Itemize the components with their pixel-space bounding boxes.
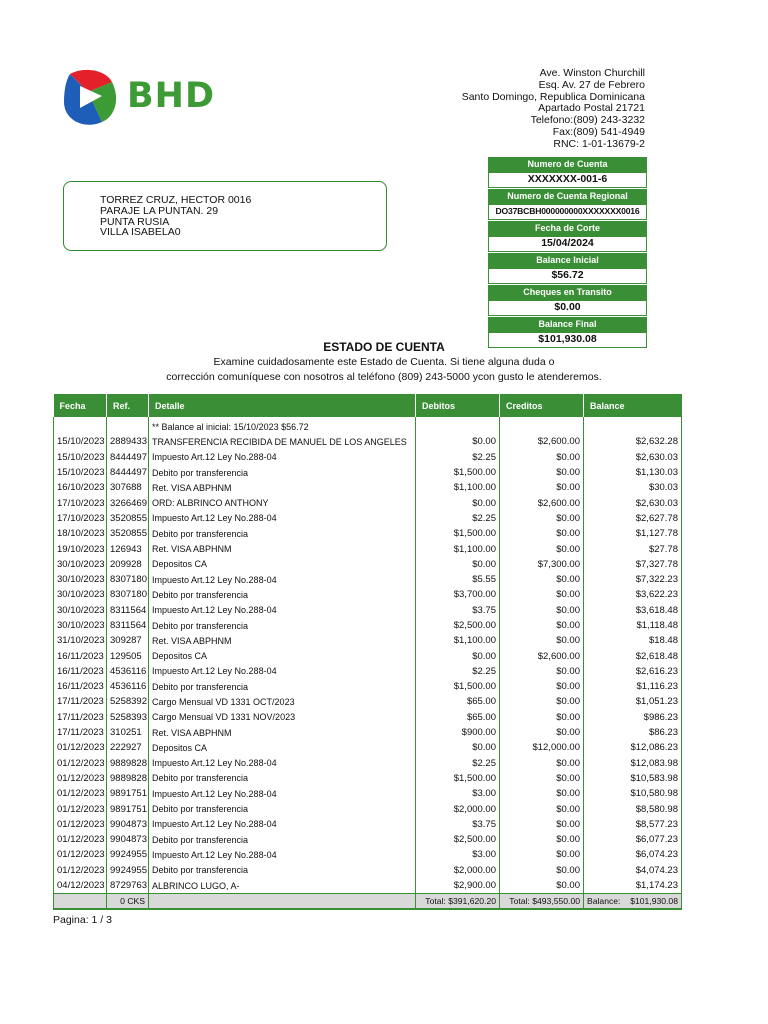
row-credit: $7,300.00: [500, 557, 584, 572]
row-balance: $12,083.98: [584, 756, 682, 771]
row-debit: $1,100.00: [416, 480, 500, 495]
row-date: 16/11/2023: [54, 664, 107, 679]
row-ref: 307688: [107, 480, 149, 495]
row-credit: $0.00: [500, 587, 584, 602]
row-credit: $0.00: [500, 756, 584, 771]
row-credit: $0.00: [500, 526, 584, 541]
row-ref: 3520855: [107, 526, 149, 541]
header-ref: Ref.: [107, 394, 149, 417]
header-fecha: Fecha: [54, 394, 107, 417]
row-detail: ORD: ALBRINCO ANTHONY: [149, 495, 416, 510]
row-date: 01/12/2023: [54, 740, 107, 755]
customer-line: VILLA ISABELA0: [100, 226, 181, 239]
statement-intro: [0, 355, 768, 384]
row-ref: 8729763: [107, 878, 149, 894]
row-detail: Impuesto Art.12 Ley No.288-04: [149, 817, 416, 832]
address-line: Fax:(809) 541-4949: [552, 125, 645, 138]
address-line: Telefono:(809) 243-3232: [530, 114, 645, 127]
table-row: [54, 603, 682, 618]
row-detail: Debito por transferencia: [149, 618, 416, 633]
row-debit: $0.00: [416, 434, 500, 449]
table-row: [54, 480, 682, 495]
row-debit: $1,500.00: [416, 679, 500, 694]
row-credit: $0.00: [500, 817, 584, 832]
row-balance: $7,327.78: [584, 557, 682, 572]
table-row: [54, 801, 682, 816]
table-row: [54, 526, 682, 541]
row-ref: 129505: [107, 648, 149, 663]
row-ref: 8444497: [107, 465, 149, 480]
regional-account-value: DO37BCBH000000000XXXXXXX0016: [488, 204, 647, 220]
header-detalle: Detalle: [149, 394, 416, 417]
row-date: 01/12/2023: [54, 847, 107, 862]
account-number-value: XXXXXXX-001-6: [488, 172, 647, 188]
row-credit: $12,000.00: [500, 740, 584, 755]
total-credits: Total: $493,550.00: [500, 894, 584, 910]
header-balance: Balance: [584, 394, 682, 417]
final-balance-label: Balance Final: [488, 317, 647, 332]
row-date: 17/11/2023: [54, 710, 107, 725]
row-detail: Debito por transferencia: [149, 587, 416, 602]
table-row: [54, 618, 682, 633]
row-ref: 5258392: [107, 694, 149, 709]
row-credit: $0.00: [500, 694, 584, 709]
brand-name: BHD: [127, 76, 216, 116]
table-row: [54, 495, 682, 510]
row-ref: 8444497: [107, 450, 149, 465]
table-row: [54, 756, 682, 771]
row-debit: $900.00: [416, 725, 500, 740]
row-date: 30/10/2023: [54, 587, 107, 602]
row-date: 01/12/2023: [54, 756, 107, 771]
header-debitos: Debitos: [416, 394, 500, 417]
customer-line: TORREZ CRUZ, HECTOR 0016: [100, 194, 252, 206]
row-debit: $2,000.00: [416, 863, 500, 878]
table-row: [54, 587, 682, 602]
table-row: [54, 434, 682, 449]
row-detail: Depositos CA: [149, 740, 416, 755]
row-debit: $0.00: [416, 648, 500, 663]
row-debit: $65.00: [416, 710, 500, 725]
row-detail: Impuesto Art.12 Ley No.288-04: [149, 572, 416, 587]
initial-balance-note: ** Balance al inicial: 15/10/2023 $56.72: [149, 417, 416, 434]
row-balance: $18.48: [584, 633, 682, 648]
total-balance-cell: [584, 894, 682, 910]
table-row: [54, 694, 682, 709]
account-number-label: Numero de Cuenta: [488, 157, 647, 172]
table-row: [54, 863, 682, 878]
initial-balance-row: [54, 417, 682, 434]
row-detail: Impuesto Art.12 Ley No.288-04: [149, 847, 416, 862]
row-detail: Debito por transferencia: [149, 465, 416, 480]
row-ref: 4536116: [107, 679, 149, 694]
row-debit: $1,500.00: [416, 465, 500, 480]
row-debit: $0.00: [416, 495, 500, 510]
row-date: 18/10/2023: [54, 526, 107, 541]
row-detail: Impuesto Art.12 Ley No.288-04: [149, 603, 416, 618]
row-date: 01/12/2023: [54, 817, 107, 832]
row-credit: $0.00: [500, 710, 584, 725]
row-date: 01/12/2023: [54, 771, 107, 786]
row-ref: 9891751: [107, 786, 149, 801]
row-balance: $2,627.78: [584, 511, 682, 526]
row-detail: Impuesto Art.12 Ley No.288-04: [149, 786, 416, 801]
row-debit: $65.00: [416, 694, 500, 709]
row-ref: 3266469: [107, 495, 149, 510]
row-credit: $2,600.00: [500, 495, 584, 510]
row-credit: $0.00: [500, 771, 584, 786]
row-date: 15/10/2023: [54, 465, 107, 480]
row-detail: ALBRINCO LUGO, A-: [149, 878, 416, 894]
row-debit: $2.25: [416, 756, 500, 771]
cutoff-date-value: 15/04/2024: [488, 236, 647, 252]
bhd-logo: [62, 68, 216, 126]
row-date: 30/10/2023: [54, 572, 107, 587]
initial-balance-value: $56.72: [488, 268, 647, 284]
row-credit: $0.00: [500, 480, 584, 495]
row-balance: $2,630.03: [584, 495, 682, 510]
row-ref: 9891751: [107, 801, 149, 816]
checks-in-transit-value: $0.00: [488, 300, 647, 316]
row-credit: $0.00: [500, 801, 584, 816]
row-balance: $6,077.23: [584, 832, 682, 847]
row-detail: Debito por transferencia: [149, 863, 416, 878]
row-debit: $1,500.00: [416, 771, 500, 786]
table-row: [54, 878, 682, 894]
row-date: 30/10/2023: [54, 557, 107, 572]
row-detail: Debito por transferencia: [149, 832, 416, 847]
row-balance: $7,322.23: [584, 572, 682, 587]
row-date: 17/10/2023: [54, 511, 107, 526]
row-detail: TRANSFERENCIA RECIBIDA DE MANUEL DE LOS ANGELES: [149, 434, 416, 449]
total-balance-label: Balance:: [587, 896, 621, 907]
row-detail: Ret. VISA ABPHNM: [149, 725, 416, 740]
row-balance: $86.23: [584, 725, 682, 740]
account-summary-panel: [488, 157, 647, 349]
statement-title: ESTADO DE CUENTA: [323, 340, 445, 354]
table-row: [54, 786, 682, 801]
address-line: Santo Domingo, Republica Dominicana: [461, 90, 645, 103]
row-ref: 4536116: [107, 664, 149, 679]
row-debit: $3.75: [416, 603, 500, 618]
row-ref: 8307180: [107, 572, 149, 587]
row-ref: 8307180: [107, 587, 149, 602]
row-detail: Ret. VISA ABPHNM: [149, 633, 416, 648]
table-row: [54, 633, 682, 648]
row-debit: $2.25: [416, 664, 500, 679]
row-balance: $3,622.23: [584, 587, 682, 602]
table-row: [54, 771, 682, 786]
row-detail: Impuesto Art.12 Ley No.288-04: [149, 664, 416, 679]
row-ref: 222927: [107, 740, 149, 755]
row-ref: 310251: [107, 725, 149, 740]
row-credit: $0.00: [500, 465, 584, 480]
table-row: [54, 664, 682, 679]
checks-count: 0 CKS: [107, 894, 149, 910]
address-line: Apartado Postal 21721: [538, 102, 645, 115]
row-credit: $0.00: [500, 679, 584, 694]
row-date: 16/11/2023: [54, 648, 107, 663]
row-balance: $8,577.23: [584, 817, 682, 832]
row-debit: $2.25: [416, 511, 500, 526]
row-credit: $0.00: [500, 541, 584, 556]
page-number: Pagina: 1 / 3: [53, 914, 112, 926]
bank-address: [462, 68, 645, 151]
row-debit: $2,900.00: [416, 878, 500, 894]
final-balance-value: $101,930.08: [488, 332, 647, 348]
row-balance: $12,086.23: [584, 740, 682, 755]
row-credit: $0.00: [500, 725, 584, 740]
row-detail: Impuesto Art.12 Ley No.288-04: [149, 511, 416, 526]
row-debit: $3.00: [416, 847, 500, 862]
row-debit: $1,500.00: [416, 526, 500, 541]
row-ref: 2889433: [107, 434, 149, 449]
address-line: RNC: 1-01-13679-2: [553, 137, 645, 150]
table-row: [54, 511, 682, 526]
row-ref: 9924955: [107, 847, 149, 862]
row-credit: $0.00: [500, 878, 584, 894]
row-detail: Depositos CA: [149, 648, 416, 663]
total-debits: Total: $391,620.20: [416, 894, 500, 910]
table-row: [54, 710, 682, 725]
row-balance: $2,630.03: [584, 450, 682, 465]
row-balance: $2,618.48: [584, 648, 682, 663]
customer-line: PARAJE LA PUNTAN. 29: [100, 204, 219, 217]
row-date: 17/10/2023: [54, 495, 107, 510]
row-debit: $1,100.00: [416, 633, 500, 648]
row-date: 01/12/2023: [54, 863, 107, 878]
table-row: [54, 648, 682, 663]
row-credit: $2,600.00: [500, 434, 584, 449]
row-balance: $1,051.23: [584, 694, 682, 709]
table-row: [54, 817, 682, 832]
row-balance: $30.03: [584, 480, 682, 495]
row-date: 31/10/2023: [54, 633, 107, 648]
transactions-table: [53, 394, 682, 910]
table-header-row: [54, 394, 682, 417]
row-date: 17/11/2023: [54, 694, 107, 709]
row-balance: $1,174.23: [584, 878, 682, 894]
row-debit: $2,000.00: [416, 801, 500, 816]
row-debit: $3,700.00: [416, 587, 500, 602]
row-ref: 8311564: [107, 603, 149, 618]
row-balance: $1,130.03: [584, 465, 682, 480]
table-row: [54, 725, 682, 740]
row-debit: $2.25: [416, 450, 500, 465]
row-debit: $2,500.00: [416, 832, 500, 847]
row-ref: 9889828: [107, 756, 149, 771]
row-detail: Debito por transferencia: [149, 801, 416, 816]
row-date: 01/12/2023: [54, 786, 107, 801]
row-credit: $0.00: [500, 450, 584, 465]
row-balance: $27.78: [584, 541, 682, 556]
row-credit: $0.00: [500, 863, 584, 878]
row-credit: $0.00: [500, 847, 584, 862]
total-balance-value: $101,930.08: [630, 896, 678, 907]
initial-balance-label: Balance Inicial: [488, 253, 647, 268]
row-ref: 209928: [107, 557, 149, 572]
intro-line: corrección comuníquese con nosotros al teléfono (809) 243-5000 ycon gusto le atenderemos.: [166, 370, 602, 383]
row-detail: Cargo Mensual VD 1331 OCT/2023: [149, 694, 416, 709]
row-detail: Cargo Mensual VD 1331 NOV/2023: [149, 710, 416, 725]
row-date: 15/10/2023: [54, 450, 107, 465]
row-ref: 126943: [107, 541, 149, 556]
row-date: 30/10/2023: [54, 618, 107, 633]
row-ref: 9904873: [107, 832, 149, 847]
row-debit: $3.75: [416, 817, 500, 832]
table-row: [54, 450, 682, 465]
row-detail: Depositos CA: [149, 557, 416, 572]
cutoff-date-label: Fecha de Corte: [488, 221, 647, 236]
row-debit: $5.55: [416, 572, 500, 587]
row-balance: $8,580.98: [584, 801, 682, 816]
row-ref: 3520855: [107, 511, 149, 526]
row-ref: 5258393: [107, 710, 149, 725]
row-credit: $0.00: [500, 603, 584, 618]
row-balance: $3,618.48: [584, 603, 682, 618]
row-ref: 9889828: [107, 771, 149, 786]
table-row: [54, 832, 682, 847]
table-row: [54, 847, 682, 862]
row-debit: $3.00: [416, 786, 500, 801]
row-debit: $0.00: [416, 740, 500, 755]
bhd-logo-mark-icon: [62, 68, 122, 126]
row-ref: 8311564: [107, 618, 149, 633]
address-line: Ave. Winston Churchill: [539, 67, 645, 79]
row-detail: Debito por transferencia: [149, 771, 416, 786]
row-balance: $10,583.98: [584, 771, 682, 786]
row-date: 30/10/2023: [54, 603, 107, 618]
row-date: 04/12/2023: [54, 878, 107, 894]
row-balance: $4,074.23: [584, 863, 682, 878]
row-credit: $0.00: [500, 786, 584, 801]
row-balance: $986.23: [584, 710, 682, 725]
row-credit: $0.00: [500, 832, 584, 847]
row-detail: Impuesto Art.12 Ley No.288-04: [149, 756, 416, 771]
row-credit: $0.00: [500, 633, 584, 648]
row-detail: Ret. VISA ABPHNM: [149, 480, 416, 495]
row-balance: $1,127.78: [584, 526, 682, 541]
totals-row: [54, 894, 682, 910]
row-credit: $0.00: [500, 572, 584, 587]
table-row: [54, 541, 682, 556]
customer-address-box: [63, 181, 387, 251]
checks-in-transit-label: Cheques en Transito: [488, 285, 647, 300]
row-detail: Debito por transferencia: [149, 526, 416, 541]
table-row: [54, 740, 682, 755]
row-credit: $0.00: [500, 664, 584, 679]
row-balance: $2,632.28: [584, 434, 682, 449]
regional-account-label: Numero de Cuenta Regional: [488, 189, 647, 204]
row-detail: Impuesto Art.12 Ley No.288-04: [149, 450, 416, 465]
row-date: 17/11/2023: [54, 725, 107, 740]
row-ref: 9924955: [107, 863, 149, 878]
row-ref: 9904873: [107, 817, 149, 832]
header-creditos: Creditos: [500, 394, 584, 417]
row-credit: $0.00: [500, 618, 584, 633]
row-balance: $1,116.23: [584, 679, 682, 694]
row-date: 16/10/2023: [54, 480, 107, 495]
table-row: [54, 465, 682, 480]
row-balance: $2,616.23: [584, 664, 682, 679]
row-date: 15/10/2023: [54, 434, 107, 449]
row-debit: $2,500.00: [416, 618, 500, 633]
row-ref: 309287: [107, 633, 149, 648]
table-body: [54, 417, 682, 894]
row-date: 01/12/2023: [54, 832, 107, 847]
customer-line: PUNTA RUSIA: [100, 215, 170, 228]
intro-line: Examine cuidadosamente este Estado de Cuenta. Si tiene alguna duda o: [213, 356, 555, 368]
row-balance: $1,118.48: [584, 618, 682, 633]
row-debit: $1,100.00: [416, 541, 500, 556]
row-credit: $2,600.00: [500, 648, 584, 663]
row-date: 16/11/2023: [54, 679, 107, 694]
row-balance: $10,580.98: [584, 786, 682, 801]
table-row: [54, 679, 682, 694]
row-credit: $0.00: [500, 511, 584, 526]
row-detail: Ret. VISA ABPHNM: [149, 541, 416, 556]
row-debit: $0.00: [416, 557, 500, 572]
row-balance: $6,074.23: [584, 847, 682, 862]
row-date: 19/10/2023: [54, 541, 107, 556]
row-date: 01/12/2023: [54, 801, 107, 816]
table-row: [54, 572, 682, 587]
table-row: [54, 557, 682, 572]
row-detail: Debito por transferencia: [149, 679, 416, 694]
address-line: Esq. Av. 27 de Febrero: [538, 78, 645, 91]
